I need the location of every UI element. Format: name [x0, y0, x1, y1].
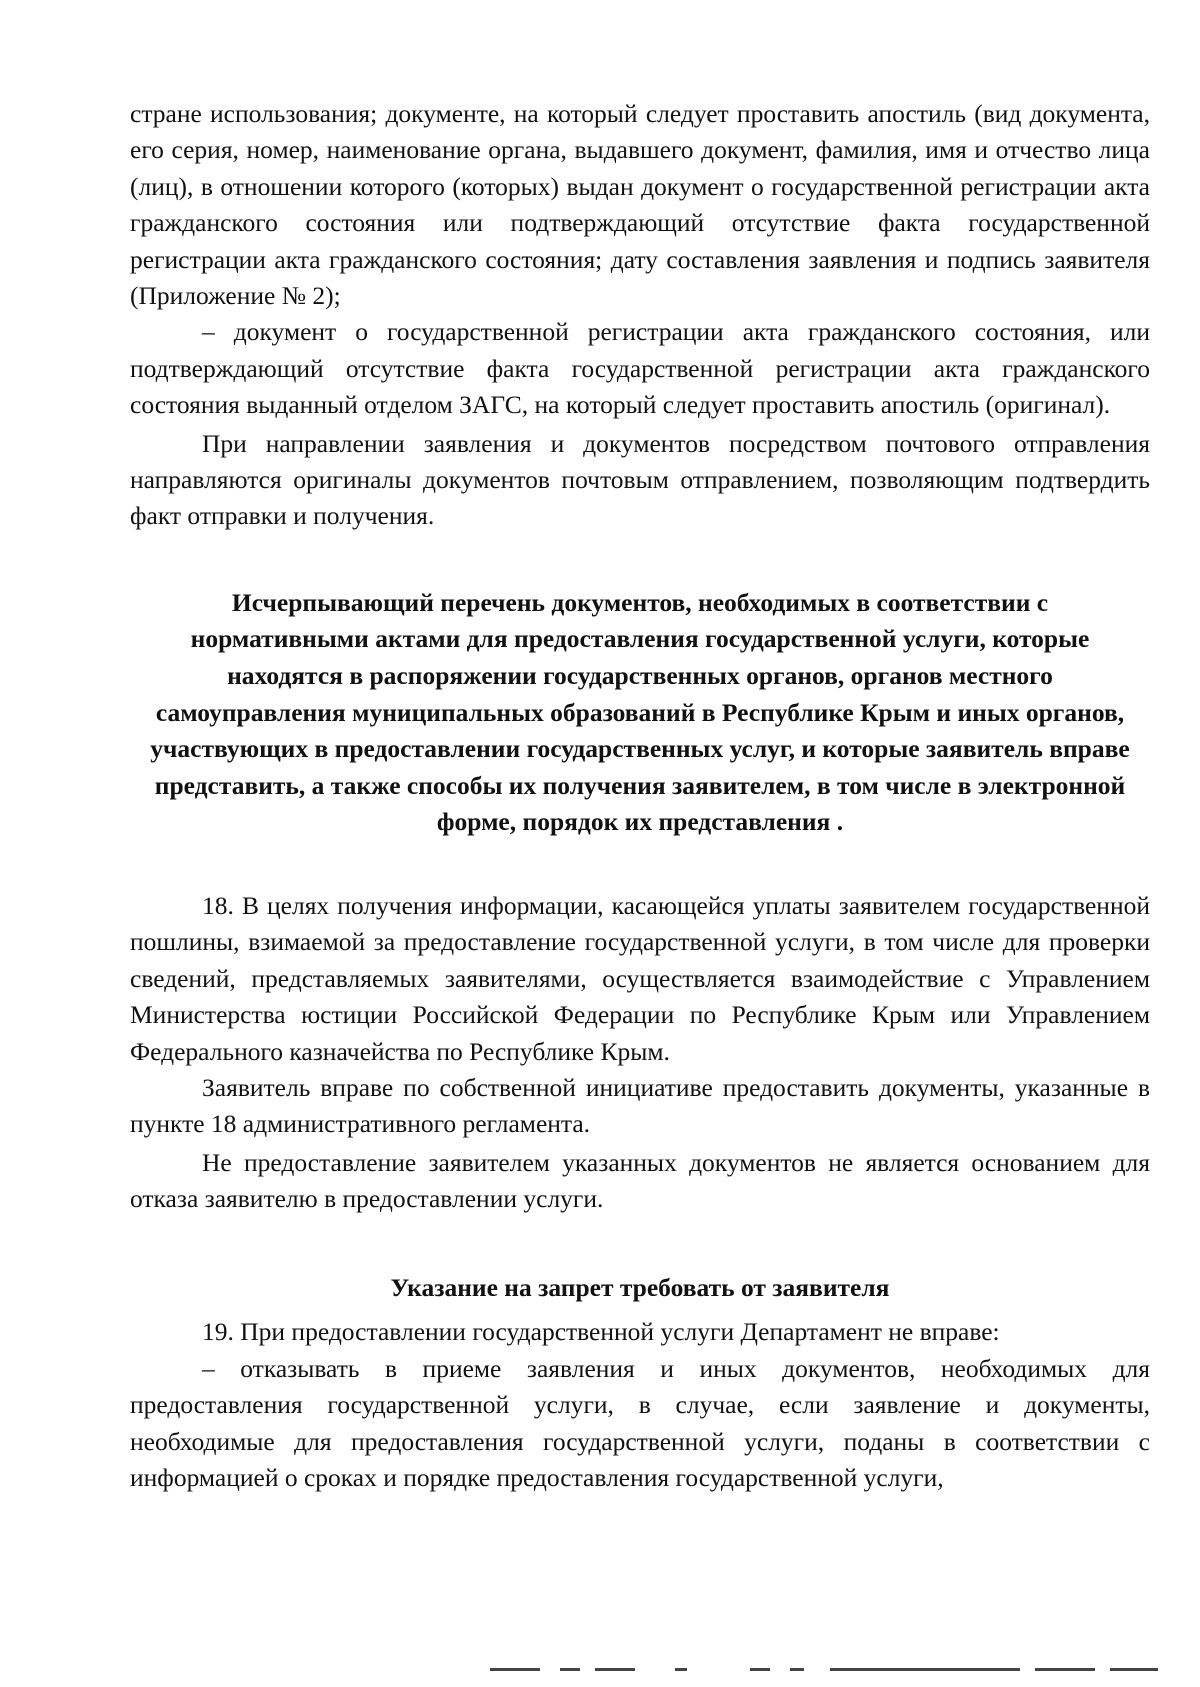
paragraph-applicant-right: Заявитель вправе по собственной инициативе предоставить документы, указанные в пункте 18 административного регламента.	[130, 1073, 1150, 1139]
paragraph-item-18: 18. В целях получения информации, касающейся уплаты заявителем государственной пошлины, взимаемой за предоставление государственной услуги, в том числе для проверки сведений, представляемых заявителями, осуществляется взаимодействие с Управлением Министерства юстиции Российской Федерации по Республике Крым или Управлением Федерального казначейства по Республике Крым.	[130, 891, 1150, 1066]
paragraph-applicant-statement-contents: стране использования; документе, на который следует проставить апостиль (вид документа, его серия, номер, наименование органа, выдавшего документ, фамилия, имя и отчество лица (лиц), в отношении которого (которых) выдан документ о государственной регистрации акта гражданского состояния или подтверждающий отсутствие факта государственной регистрации акта гражданского состояния; дату составления заявления и подпись заявителя (Приложение № 2);	[130, 99, 1150, 311]
paragraph-postal-submission: При направлении заявления и документов посредством почтового отправления направляются оригиналы документов почтовым отправлением, позволяющим подтвердить факт отправки и получения.	[130, 428, 1150, 531]
paragraph-refusal-prohibition: – отказывать в приеме заявления и иных документов, необходимых для предоставления государственной услуги, в случае, если заявление и документы, необходимые для предоставления государственной услуги, поданы в соответствии с информацией о сроках и порядке предоставления государственной услуги,	[130, 1353, 1150, 1492]
paragraph-original-certificate-item: – документ о государственной регистрации акта гражданского состояния, или подтверждающий отсутствие факта государственной регистрации акта гражданского состояния выданный отделом ЗАГС, на который следует проставить апостиль (оригинал).	[130, 317, 1150, 420]
scan-edge-artifact	[490, 1668, 1160, 1674]
document-body	[130, 96, 1150, 1496]
paragraph-item-19: 19. При предоставлении государственной услуги Департамент не вправе:	[202, 1317, 1000, 1347]
section-heading-documents-list: Исчерпывающий перечень документов, необходимых в соответствии с нормативными актами для предоставления государственной услуги, которые находятся в распоряжении государственных органов, органов местного самоуправления муниципальных образований в Республике Крым и иных органов, участвующих в предоставлении государственных услуг, и которые заявитель вправе представить, а также способы их получения заявителем, в том числе в электронной форме, порядок их представления .	[150, 587, 1130, 837]
section-heading-prohibition: Указание на запрет требовать от заявителя	[390, 1272, 890, 1302]
paragraph-non-submission: Не предоставление заявителем указанных документов не является основанием для отказа заявителю в предоставлении услуги.	[130, 1147, 1150, 1214]
